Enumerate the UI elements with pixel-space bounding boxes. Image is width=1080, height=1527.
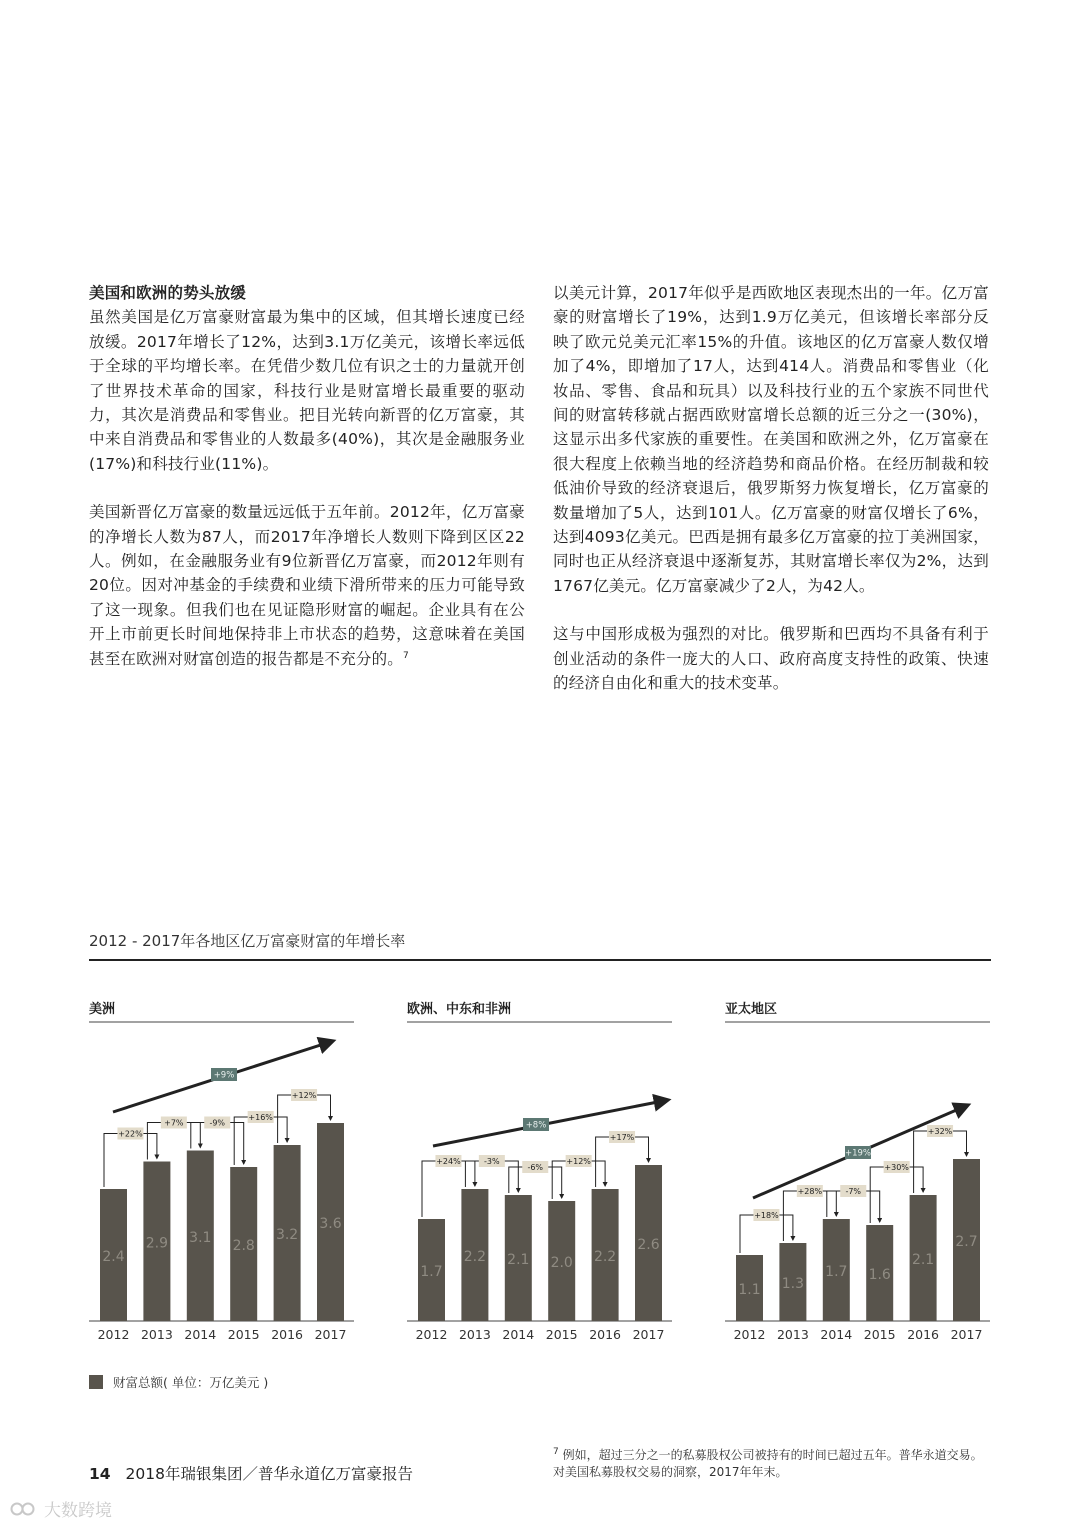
change-label: -6% xyxy=(527,1163,544,1172)
section-heading: 美国和欧洲的势头放缓 xyxy=(89,284,247,302)
paragraph-right-1: 以美元计算，2017年似乎是西欧地区表现杰出的一年。亿万富豪的财富增长了19%，达到1.9万亿美元，但该增长率部分反映了欧元兑美元汇率15%的升值。该地区的亿万富豪人数仅增加了4%，即增加了17人，达到414人。消费品和零售业（化妆品、零售、食品和玩具）以及科技行业的五个家族不同世代间的财富转移就占据西欧财富增长总额的近三分之一(30%)，这显示出多代家族的重要性。在美国和欧洲之外，亿万富豪在很大程度上依赖当地的经济趋势和商品价格。在经历制裁和较低油价导致的经济衰退后，俄罗斯努力恢复增长，亿万富豪的数量增加了5人，达到101人。亿万富豪的财富仅增长了6%，达到4093亿美元。巴西是拥有最多亿万富豪的拉丁美洲国家，同时也正从经济衰退中逐渐复苏，其财富增长率仅为2%，达到1767亿美元。亿万富豪减少了2人，为42人。 xyxy=(553,284,989,595)
legend-swatch xyxy=(89,1375,103,1389)
bar-value-label: 2.8 xyxy=(232,1238,255,1254)
bar-value-label: 2.1 xyxy=(911,1252,935,1268)
figure-divider xyxy=(89,959,991,961)
bar-value-label: 2.4 xyxy=(102,1249,125,1265)
right-column xyxy=(553,281,989,720)
x-tick-label: 2016 xyxy=(271,1327,304,1342)
bar-value-label: 1.7 xyxy=(420,1264,443,1280)
watermark-logo-icon xyxy=(10,1500,38,1518)
x-tick-label: 2013 xyxy=(776,1327,809,1342)
x-tick-label: 2016 xyxy=(589,1327,622,1342)
left-column xyxy=(89,281,525,695)
change-label: +28% xyxy=(797,1187,823,1196)
x-tick-label: 2015 xyxy=(545,1327,578,1342)
x-tick-label: 2014 xyxy=(820,1327,853,1342)
chart-apac xyxy=(0,996,1080,1356)
x-tick-label: 2012 xyxy=(733,1327,766,1342)
chart-legend xyxy=(89,1373,268,1391)
bar-value-label: 3.1 xyxy=(189,1229,212,1246)
x-tick-label: 2013 xyxy=(458,1327,491,1342)
panel-title: 欧洲、中东和非洲 xyxy=(407,1002,512,1017)
bar-value-label: 2.2 xyxy=(463,1249,487,1265)
watermark-text: 大数跨境 xyxy=(44,1501,112,1521)
change-label: +32% xyxy=(927,1127,953,1136)
change-label: +17% xyxy=(609,1133,635,1142)
x-tick-label: 2016 xyxy=(907,1327,940,1342)
report-title: 2018年瑞银集团／普华永道亿万富豪报告 xyxy=(125,1465,413,1483)
paragraph-left-2-text: 美国新晋亿万富豪的数量远远低于五年前。2012年，亿万富豪的净增长人数为87人，而2017年净增长人数则下降到区区22人。例如，在金融服务业有9位新晋亿万富豪，而2012年则有20位。因对冲基金的手续费和业绩下滑所带来的压力可能导致了这一现象。但我们也在见证隐形财富的崛起。企业具有在公开上市前更长时间地保持非上市状态的趋势，这意味着在美国甚至在欧洲对财富创造的报告都是不充分的。 xyxy=(89,503,525,668)
footnote xyxy=(553,1447,993,1481)
x-tick-label: 2014 xyxy=(184,1327,217,1342)
page-footer xyxy=(89,1462,413,1484)
bar-value-label: 2.9 xyxy=(145,1235,169,1252)
x-tick-label: 2012 xyxy=(97,1327,130,1342)
x-tick-label: 2013 xyxy=(140,1327,173,1342)
footnote-marker: 7 xyxy=(553,1447,559,1457)
change-label: +7% xyxy=(164,1118,184,1128)
paragraph-left-1: 虽然美国是亿万富豪财富最为集中的区域，但其增长速度已经放缓。2017年增长了12%，达到3.1万亿美元，该增长率远低于全球的平均增长率。在凭借少数几位有识之士的力量就开创了世界技术革命的国家，科技行业是财富增长最重要的驱动力，其次是消费品和零售业。把目光转向新晋的亿万富豪，其中来自消费品和零售业的人数最多(40%)，其次是金融服务业(17%)和科技行业(11%)。 xyxy=(89,308,525,473)
change-label: -7% xyxy=(845,1187,862,1196)
bar-value-label: 1.3 xyxy=(781,1276,805,1292)
bar-value-label: 2.2 xyxy=(593,1249,617,1265)
change-label: +18% xyxy=(754,1211,779,1220)
bar-value-label: 2.0 xyxy=(550,1255,573,1271)
paragraph-right-2: 这与中国形成极为强烈的对比。俄罗斯和巴西均不具备有利于创业活动的条件一庞大的人口、政府高度支持性的政策、快速的经济自由化和重大的技术变革。 xyxy=(553,625,989,693)
bar-value-label: 3.2 xyxy=(275,1227,299,1243)
bar-value-label: 3.6 xyxy=(319,1216,342,1232)
paragraph-left-2 xyxy=(89,500,525,671)
x-tick-label: 2012 xyxy=(415,1327,448,1342)
change-label: +12% xyxy=(291,1091,317,1100)
bar-value-label: 2.1 xyxy=(507,1252,530,1268)
change-label: -3% xyxy=(484,1157,500,1166)
panel-title: 亚太地区 xyxy=(725,1002,778,1017)
x-tick-label: 2015 xyxy=(227,1327,260,1342)
figure-title: 2012 - 2017年各地区亿万富豪财富的年增长率 xyxy=(89,932,406,950)
footnote-ref: 7 xyxy=(403,650,409,661)
x-tick-label: 2015 xyxy=(863,1327,896,1342)
change-label: +24% xyxy=(436,1157,461,1166)
x-tick-label: 2017 xyxy=(632,1327,665,1342)
panel-title: 美洲 xyxy=(89,1002,116,1017)
footnote-text: 例如，超过三分之一的私募股权公司被持有的时间已超过五年。普华永道交易。对美国私募股权交易的洞察，2017年年末。 xyxy=(553,1448,983,1479)
bar-value-label: 2.7 xyxy=(955,1234,978,1250)
x-tick-label: 2017 xyxy=(950,1327,983,1342)
page-number: 14 xyxy=(89,1465,111,1483)
x-tick-label: 2014 xyxy=(502,1327,535,1342)
x-tick-label: 2017 xyxy=(314,1327,347,1342)
change-label: +22% xyxy=(118,1129,143,1139)
watermark xyxy=(10,1496,112,1521)
legend-label: 财富总额( 单位：万亿美元 ) xyxy=(113,1375,269,1390)
bar-value-label: 1.1 xyxy=(738,1282,761,1298)
change-label: -9% xyxy=(209,1118,226,1128)
change-label: +30% xyxy=(884,1163,909,1172)
bar-value-label: 1.6 xyxy=(868,1267,891,1283)
trend-label: +8% xyxy=(525,1120,547,1131)
bar-value-label: 2.6 xyxy=(637,1237,660,1253)
trend-label: +19% xyxy=(844,1148,872,1159)
trend-label: +9% xyxy=(213,1070,235,1081)
bar-value-label: 1.7 xyxy=(825,1264,848,1280)
change-label: +12% xyxy=(566,1157,591,1166)
change-label: +16% xyxy=(248,1113,273,1122)
